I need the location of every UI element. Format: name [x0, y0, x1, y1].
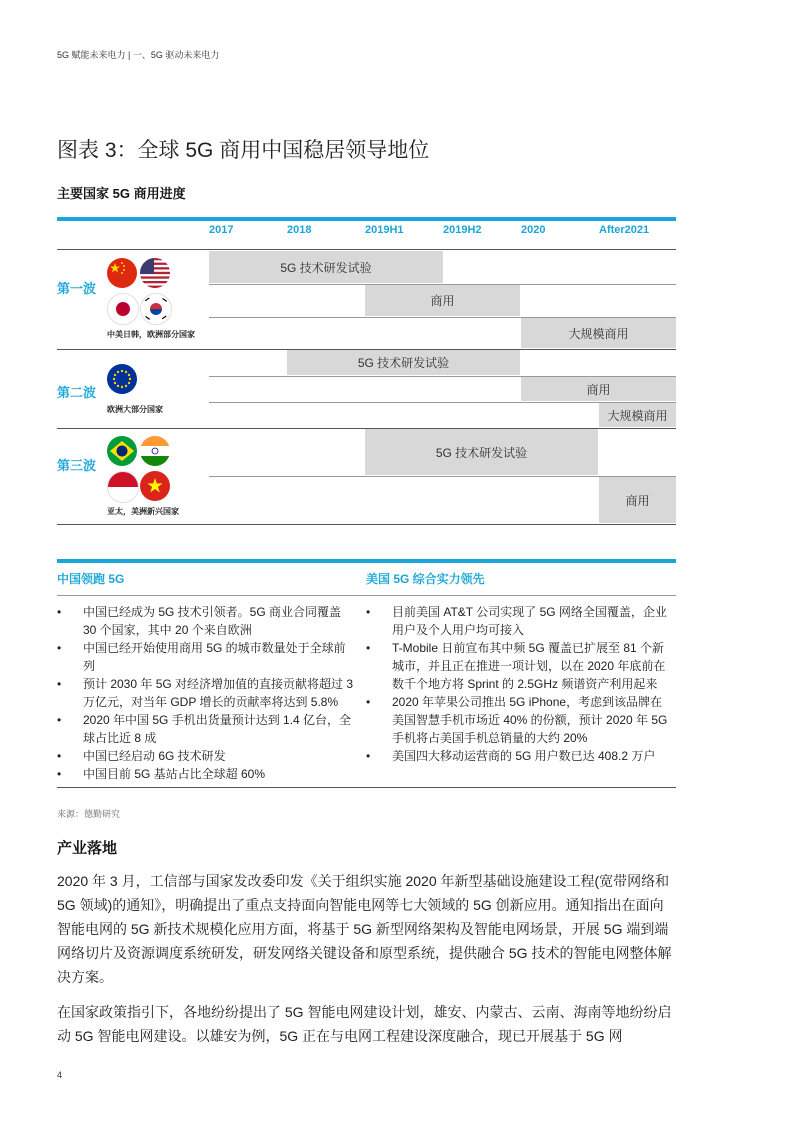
- timeline-header-2019h2: 2019H2: [443, 224, 482, 236]
- korea-flag: [140, 293, 172, 325]
- figure-title: 图表 3：全球 5G 商用中国稳居领导地位: [57, 139, 430, 162]
- timeline-header-2017: 2017: [209, 224, 234, 236]
- us-bullet-list: [366, 603, 670, 765]
- list-item: • 中国已经启动 6G 技术研发: [57, 747, 357, 765]
- us-column-title: 美国 5G 综合实力领先: [366, 572, 485, 586]
- usa-flag: [140, 258, 170, 288]
- wave-3-bar-rd: 5G 技术研发试验: [365, 429, 598, 475]
- wave-1-bar-large-scale: 大规模商用: [521, 318, 676, 348]
- timeline-header-2018: 2018: [287, 224, 312, 236]
- chart-title: 主要国家 5G 商用进度: [57, 186, 186, 201]
- divider: [57, 787, 676, 788]
- list-item: • 2020 年中国 5G 手机出货量预计达到 1.4 亿台，全球占比近 8 成: [57, 711, 357, 747]
- wave-1-bar-rd: 5G 技术研发试验: [209, 251, 443, 283]
- list-item: • 中国已经开始使用商用 5G 的城市数量处于全球前列: [57, 639, 357, 675]
- divider: [57, 249, 676, 250]
- wave-2-bar-rd: 5G 技术研发试验: [287, 350, 520, 375]
- japan-flag: [107, 293, 139, 325]
- divider: [57, 595, 676, 596]
- timeline-header-after2021: After2021: [599, 224, 650, 236]
- page-number: 4: [57, 1070, 63, 1080]
- source-note: 来源：德勤研究: [57, 809, 121, 819]
- wave-2-bar-commercial: 商用: [521, 377, 676, 401]
- list-item: • 2020 年苹果公司推出 5G iPhone，考虑到该品牌在美国智慧手机市场近 40% 的份额，预计 2020 年 5G 手机将占美国手机总销量的大约 20%: [366, 693, 670, 747]
- china-bullet-list: [57, 603, 357, 783]
- paragraph-2: 在国家政策指引下，各地纷纷提出了 5G 智能电网建设计划，雄安、内蒙古、云南、海南等地纷纷启动 5G 智能电网建设。以雄安为例，5G 正在与电网工程建设深度融合，现已开展基于 5G 网: [57, 1004, 672, 1044]
- paragraph-1: 2020 年 3 月，工信部与国家发改委印发《关于组织实施 2020 年新型基础设施建设工程(宽带网络和 5G 领域)的通知》，明确提出了重点支持面向智能电网等七大领域的 5G 创新应用。通知指出在面向智能电网的 5G 新技术规模化应用方面，将基于 5G 新型网络架构及智能电网场景，开展 5G 端到端网络切片及资源调度系统研发，研发网络关键设备和原型系统，提供融合 5G 技术的智能电网整体解决方案。: [57, 873, 672, 985]
- list-item: • T-Mobile 日前宣布其中频 5G 覆盖已扩展至 81 个新城市，并且正在推进一项计划，以在 2020 年底前在数千个地方将 Sprint 的 2.5GHz 频谱资产利用起来: [366, 639, 670, 693]
- china-flag: [107, 258, 137, 288]
- wave-1-label: 第一波: [57, 281, 97, 296]
- india-flag: [140, 436, 170, 466]
- wave-3-note: 亚太，美洲新兴国家: [107, 507, 179, 516]
- vietnam-flag: [140, 471, 170, 501]
- list-item: • 美国四大移动运营商的 5G 用户数已达 408.2 万户: [366, 747, 670, 765]
- wave-3-bar-commercial: 商用: [599, 477, 676, 523]
- divider: [57, 524, 676, 525]
- china-column-title: 中国领跑 5G: [57, 572, 125, 586]
- wave-1-note: 中美日韩，欧洲部分国家: [107, 330, 195, 339]
- list-item: • 预计 2030 年 5G 对经济增加值的直接贡献将超过 3 万亿元，对当年 GDP 增长的贡献率将达到 5.8%: [57, 675, 357, 711]
- wave-1-bar-commercial: 商用: [365, 285, 520, 316]
- timeline-header-2019h1: 2019H1: [365, 224, 404, 236]
- brazil-flag: [107, 436, 137, 466]
- wave-2-note: 欧洲大部分国家: [107, 405, 163, 414]
- list-item: • 中国目前 5G 基站占比全球超 60%: [57, 765, 357, 783]
- running-header: 5G 赋能未来电力 | 一、5G 驱动未来电力: [57, 50, 220, 60]
- gantt-top-rule: [57, 217, 676, 221]
- eu-flag: [107, 364, 137, 394]
- indonesia-flag: [107, 471, 139, 503]
- columns-top-rule: [57, 559, 676, 563]
- timeline-header-2020: 2020: [521, 224, 546, 236]
- list-item: • 中国已经成为 5G 技术引领者。5G 商业合同覆盖 30 个国家，其中 20 个来自欧洲: [57, 603, 357, 639]
- list-item: • 目前美国 AT&T 公司实现了 5G 网络全国覆盖，企业用户及个人用户均可接入: [366, 603, 670, 639]
- section-title: 产业落地: [57, 840, 118, 857]
- wave-3-label: 第三波: [57, 458, 97, 473]
- wave-2-label: 第二波: [57, 385, 97, 400]
- wave-2-bar-large-scale: 大规模商用: [599, 403, 676, 427]
